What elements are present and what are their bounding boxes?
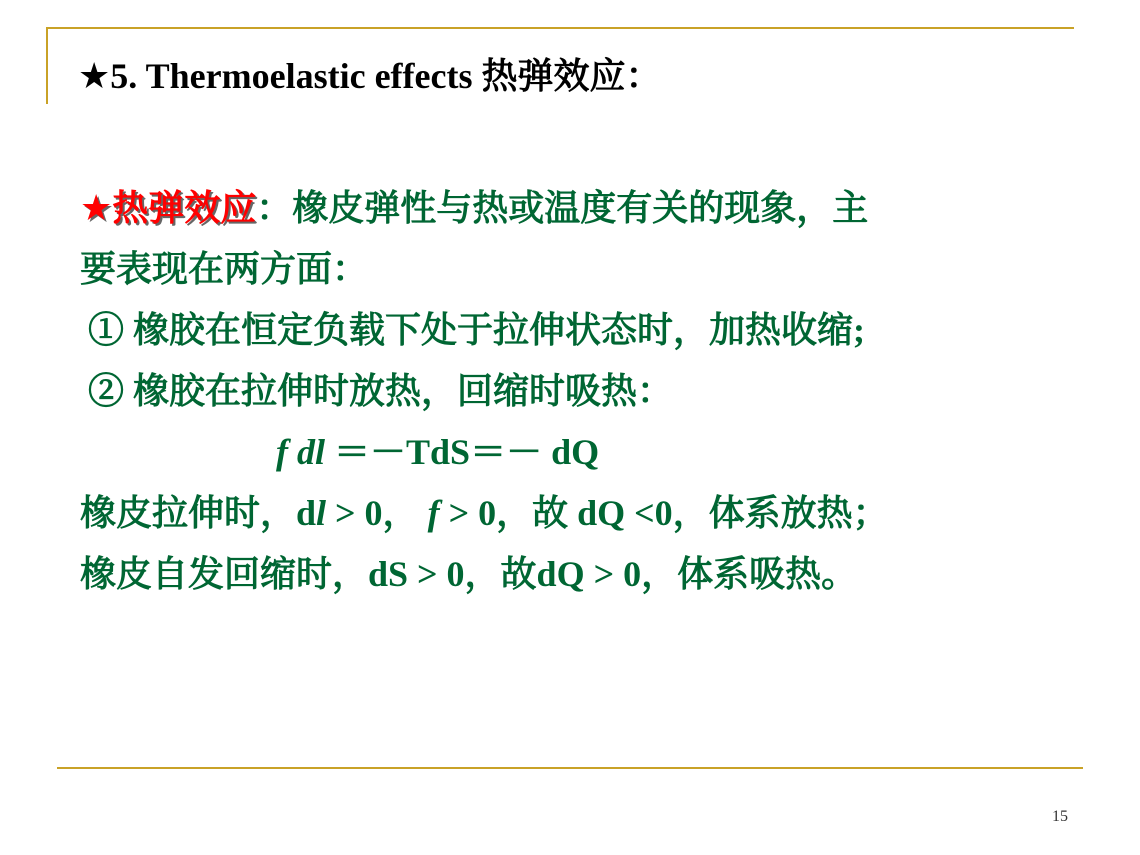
stretch-l: l <box>316 493 327 533</box>
title-text: 5. Thermoelastic effects 热弹效应： <box>110 56 662 96</box>
formula <box>80 422 1080 483</box>
slide-body <box>80 178 1080 605</box>
stretch-line <box>80 483 1080 544</box>
stretch-f: f <box>427 493 440 533</box>
star-icon: ★ <box>80 188 113 229</box>
formula-f: f <box>276 432 288 472</box>
formula-dl: dl <box>297 432 326 472</box>
retract-line: 橡皮自发回缩时，dS > 0，故dQ > 0，体系吸热。 <box>80 554 858 594</box>
stretch-text-c: > 0，故 dQ <0，体系放热； <box>439 493 889 533</box>
point-2: ② 橡胶在拉伸时放热，回缩时吸热： <box>88 371 674 411</box>
slide-title <box>78 50 661 103</box>
stretch-text-b: > 0， <box>326 493 428 533</box>
definition-line-1 <box>80 178 1080 239</box>
formula-rest: ＝－TdS＝－ dQ <box>325 432 600 472</box>
stretch-text-a: 橡皮拉伸时，d <box>80 493 317 533</box>
page-number: 15 <box>1052 808 1068 825</box>
top-rule <box>48 27 1074 29</box>
point-1: ① 橡胶在恒定负载下处于拉伸状态时，加热收缩; <box>88 310 865 350</box>
bottom-rule <box>57 767 1083 769</box>
left-rule <box>46 27 48 104</box>
term-text: 热弹效应 <box>112 188 257 228</box>
definition-term <box>80 188 256 228</box>
definition-line-2: 要表现在两方面： <box>80 249 369 289</box>
star-icon: ★ <box>78 56 111 97</box>
definition-text: ：橡皮弹性与热或温度有关的现象，主 <box>256 188 869 228</box>
